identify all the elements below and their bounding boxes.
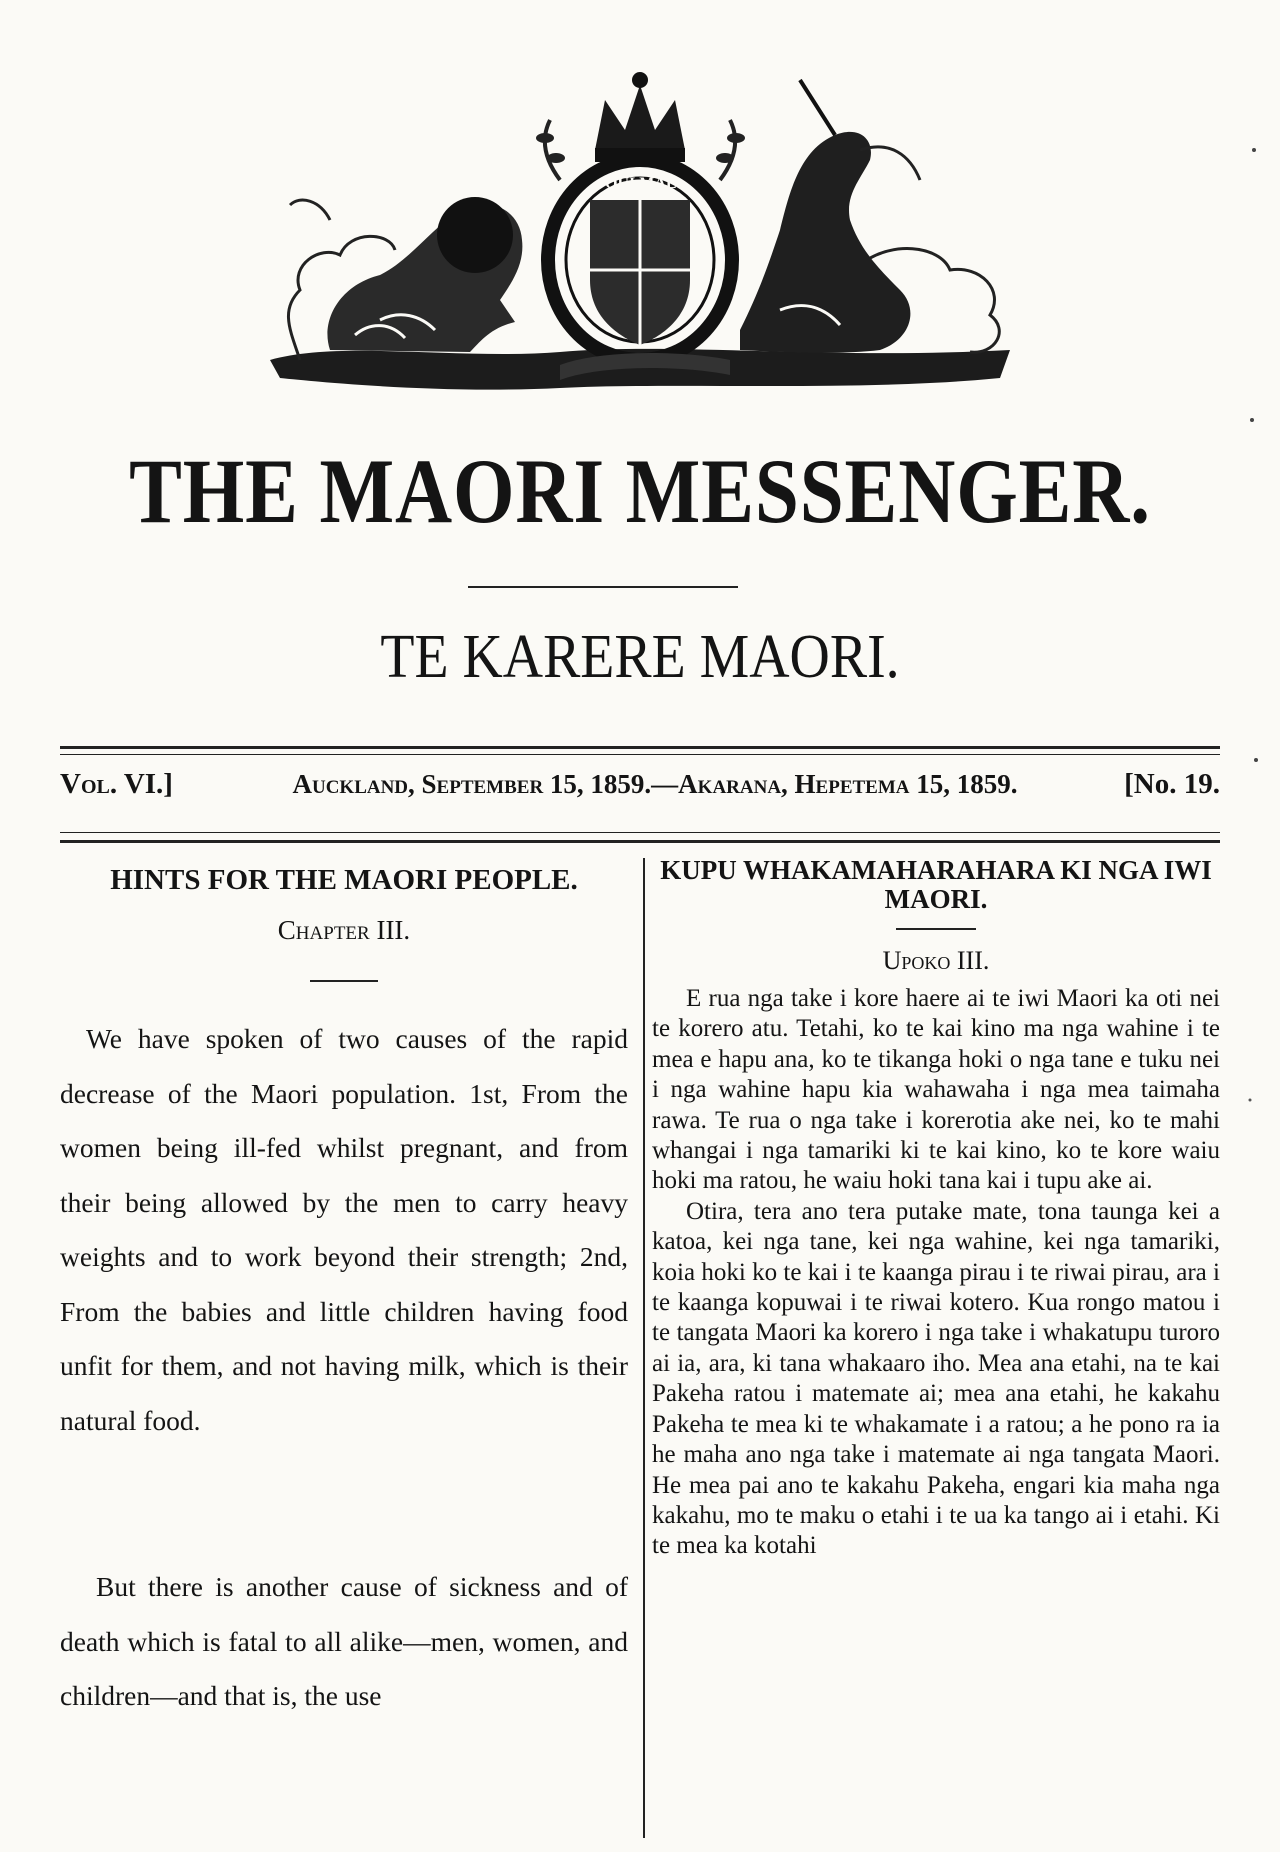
maori-paragraph-1: E rua nga take i kore haere ai te iwi Maori ka oti nei te korero atu. Tetahi, ko te kai kino ma nga wahine i te mea e hapu ana, ko te tikanga hoki o nga tane e tuku nei i nga wahine hapu kia wahawaha i nga mea taimaha rawa. Te rua o nga take i korerotia ake nei, ko te mahi whangai i nga tamariki ki te kai kino, ko te kore waiu hoki ma ratou, he waiu hoki tana kai i tupu ake ai. xyxy=(652,985,1220,1195)
issue-dateline xyxy=(60,764,1220,804)
rule-top-2 xyxy=(60,754,1220,755)
maori-paragraph-2: Otira, tera ano tera putake mate, tona taunga kei a katoa, kei nga tane, kei nga wahine, kei nga tamariki, koia hoki ko te kai i te kaanga pirau i te riwai pirau, ara i te kaanga kopuwai i te riwai kotero. Kua rongo matou i te tangata Maori ka korero i nga take i whakatupu turoro ai ia, ara, ki tana whakaaro iho. Mea ana etahi, na te kai Pakeha ratou i matemate ai; mea ana etahi, he kakahu Pakeha te mea ki te whakamate i a ratou; a he pono ra ia he maha ano nga take i matemate ai nga tangata Maori. He mea pai ano te kakahu Pakeha, engari kia maha nga kakahu, mo te maku o etahi i te ua ka tango ai i etahi. Ki te mea ka kotahi xyxy=(652,1197,1220,1560)
margin-specks xyxy=(1244,0,1264,1852)
issue-number: [No. 19. xyxy=(1124,768,1220,800)
maori-column xyxy=(652,856,1220,1562)
dateline-text: Auckland, September 15, 1859.—Akarana, Hepetema 15, 1859. xyxy=(292,769,1018,799)
svg-text:OUI MAL: OUI MAL xyxy=(605,175,677,192)
rule-top-1 xyxy=(60,746,1220,749)
volume-number: Vol. VI.] xyxy=(60,768,173,800)
chapter-dash xyxy=(310,980,378,982)
rule-bottom-2 xyxy=(60,840,1220,843)
royal-coat-of-arms-emblem xyxy=(260,60,1020,405)
column-divider xyxy=(643,858,645,1838)
english-paragraph-2: But there is another cause of sickness and of death which is fatal to all alike—men, women, and children—and that is, the use xyxy=(60,1571,628,1711)
newspaper-title: THE MAORI MESSENGER. xyxy=(129,440,1151,542)
rule-bottom-1 xyxy=(60,832,1220,833)
newspaper-subtitle: TE KARERE MAORI. xyxy=(380,623,900,691)
english-column xyxy=(60,862,628,1724)
english-paragraph-1: We have spoken of two causes of the rapid decrease of the Maori population. 1st, From the women being ill-fed whilst pregnant, and from their being allowed by the men to carry heavy weights and to work beyond their strength; 2nd, From the babies and little children having food unfit for them, and not having milk, which is their natural food. xyxy=(60,1023,628,1436)
english-chapter: Chapter III. xyxy=(277,915,411,945)
title-divider xyxy=(468,586,738,588)
maori-chapter: Upoko III. xyxy=(882,946,990,975)
english-heading: HINTS FOR THE MAORI PEOPLE. xyxy=(110,864,578,896)
maori-heading: KUPU WHAKAMAHARAHARA KI NGA IWI MAORI. xyxy=(660,855,1212,914)
heading-dash xyxy=(896,928,976,930)
